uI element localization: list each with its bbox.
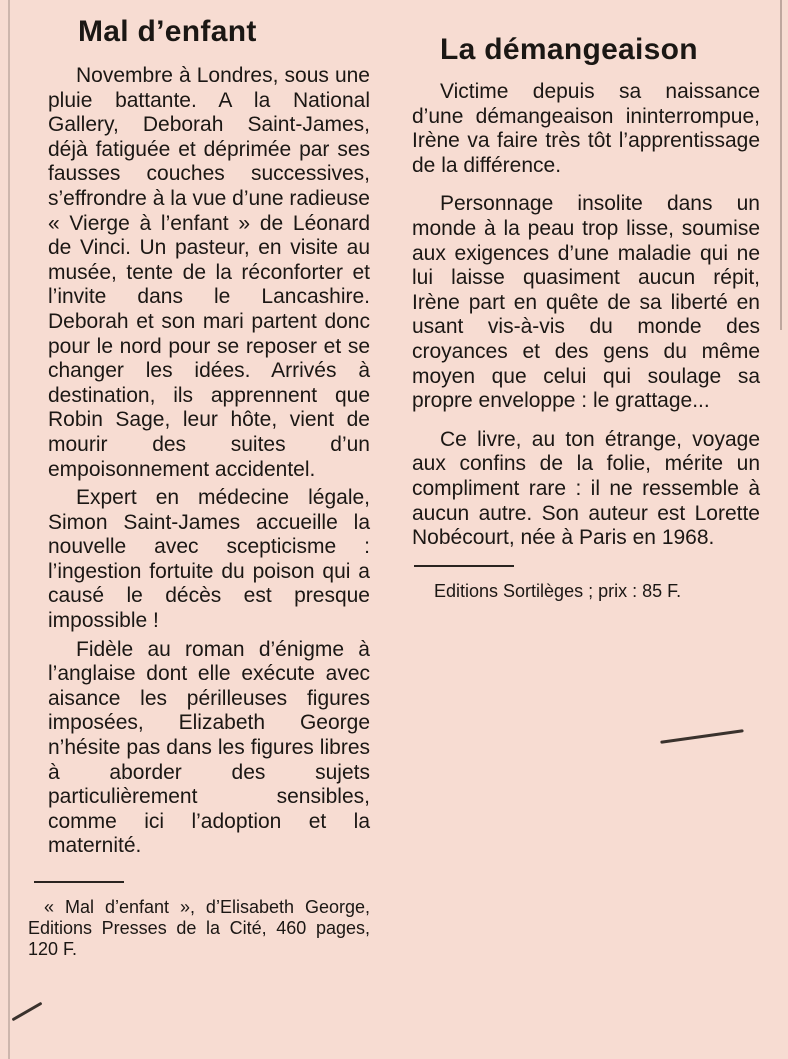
paper-edge-left	[8, 0, 10, 1059]
right-article-paragraph-2: Personnage insolite dans un monde à la peau trop lisse, soumise aux exigences d’une maladie qui ne lui laisse quasiment aucun répit, Irène part en quête de sa liberté en usant vis-à-vis du monde des croyances et des gens du même moyen que celui qui soulage sa propre enveloppe : le grattage...	[412, 192, 760, 413]
left-article-divider	[34, 881, 124, 883]
right-article-paragraph-3: Ce livre, au ton étrange, voyage aux confins de la folie, mérite un compliment rare : il ne ressemble à aucun autre. Son auteur est Lorette Nobécourt, née à Paris en 1968.	[412, 427, 760, 550]
right-article-title: La démangeaison	[440, 33, 698, 66]
left-article	[28, 14, 370, 960]
right-article-credit: Editions Sortilèges ; prix : 85 F.	[434, 580, 682, 601]
left-article-credit: « Mal d’enfant », d’Elisabeth George, Editions Presses de la Cité, 460 pages, 120 F.	[28, 897, 370, 959]
right-article-divider	[414, 565, 514, 567]
paper-edge-right	[780, 0, 782, 330]
ink-smudge-mark	[12, 1002, 43, 1022]
left-article-title: Mal d’enfant	[78, 15, 257, 48]
left-article-paragraph-1: Novembre à Londres, sous une pluie battante. A la National Gallery, Deborah Saint-James, déjà fatiguée et déprimée par ses fausses couches successives, s’effrondre à la vue d’une radieuse « Vierge à l’enfant » de Léonard de Vinci. Un pasteur, en visite au musée, tente de la réconforter et l’invite dans le Lancashire. Deborah et son mari partent donc pour le nord pour se reposer et se changer les idées. Arrivés à destination, ils apprennent que Robin Sage, leur hôte, vient de mourir des suites d’un empoisonnement accidentel.	[48, 64, 370, 481]
left-article-paragraph-2: Expert en médecine légale, Simon Saint-James accueille la nouvelle avec scepticisme : l’ingestion fortuite du poison qui a causé le décès est presque impossible !	[48, 486, 370, 633]
right-article	[412, 32, 760, 602]
right-article-paragraph-1: Victime depuis sa naissance d’une démangeaison ininterrompue, Irène va faire très tôt l’apprentissage de la différence.	[412, 80, 760, 177]
ink-smudge-mark	[660, 729, 744, 744]
left-article-paragraph-3: Fidèle au roman d’énigme à l’anglaise dont elle exécute avec aisance les périlleuses figures imposées, Elizabeth George n’hésite pas dans les figures libres à aborder des sujets particulièrement sensibles, comme ici l’adoption et la maternité.	[48, 637, 370, 858]
